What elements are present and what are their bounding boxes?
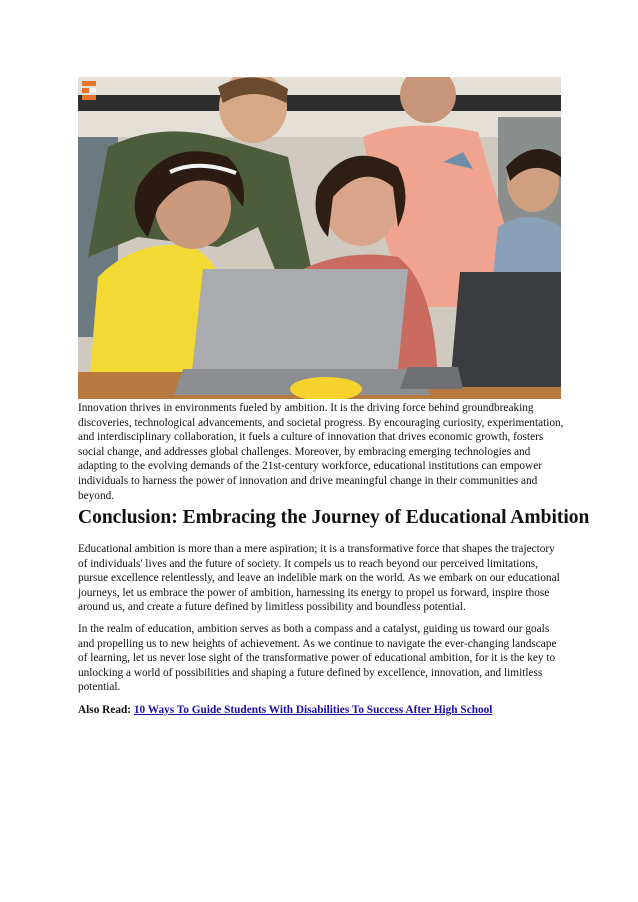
section-heading-conclusion: Conclusion: Embracing the Journey of Educational Ambition — [78, 507, 590, 528]
site-logo-icon — [82, 81, 96, 101]
paragraph-conclusion-2: In the realm of education, ambition serves as both a compass and a catalyst, guiding us toward our goals and propelling us to new heights of achievement. As we continue to navigate the ever-changing landscape of learning, let us never lose sight of the transformative power of educational ambition, for it is the key to unlocking a world of possibilities and shaping a future defined by excellence, innovation, and limitless potential. — [78, 623, 557, 694]
paragraph-conclusion-1: Educational ambition is more than a mere aspiration; it is a transformative force that shapes the trajectory of individuals' lives and the future of society. It compels us to reach beyond our perceived limitations, pursue excellence relentlessly, and leave an indelible mark on the world. As we embark on our educational journeys, let us embrace the power of ambition, harnessing its energy to propel us forward, inspire those around us, and create a future defined by limitless possibility and boundless potential. — [78, 543, 560, 614]
also-read — [78, 703, 492, 718]
paragraph-innovation: Innovation thrives in environments fueled by ambition. It is the driving force behind groundbreaking discoveries, technological advancements, and societal progress. By encouraging curiosity, experimentation, and interdisciplinary collaboration, it fuels a culture of innovation that drives economic growth, fosters social change, and addresses global challenges. Moreover, by embracing emerging technologies and adapting to the evolving demands of the 21st-century workforce, educational institutions can empower individuals to harness the power of innovation and drive meaningful change in their communities and beyond. — [78, 402, 564, 502]
also-read-link[interactable]: 10 Ways To Guide Students With Disabilities To Success After High School — [133, 704, 493, 716]
also-read-label: Also Read: — [78, 704, 132, 716]
article-photo — [78, 77, 561, 399]
photo-students-laptops — [78, 77, 561, 399]
